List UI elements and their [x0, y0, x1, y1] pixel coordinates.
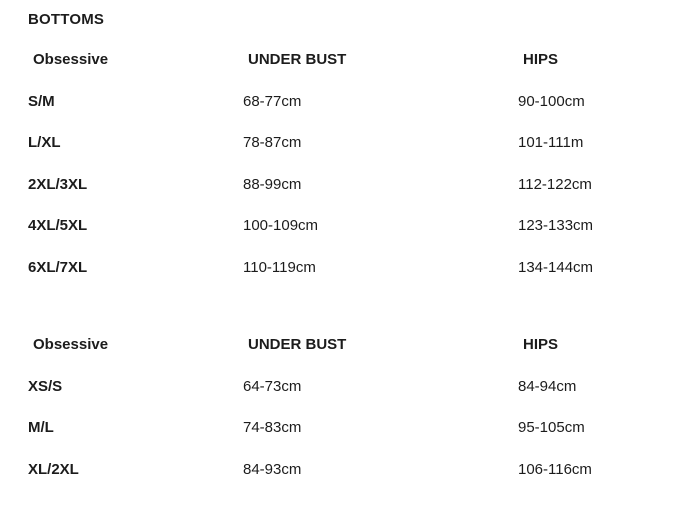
size-label: 2XL/3XL	[28, 175, 88, 193]
size-label: XS/S	[28, 377, 63, 395]
column-header-hips: HIPS	[523, 336, 559, 353]
under-bust-value: 110-119cm	[243, 258, 316, 276]
under-bust-value: 100-109cm	[243, 217, 319, 234]
column-header-under-bust: UNDER BUST	[248, 336, 347, 353]
size-label: M/L	[28, 419, 54, 436]
under-bust-value: 74-83cm	[243, 419, 302, 436]
hips-value: 134-144cm	[518, 258, 594, 276]
size-table-1	[28, 50, 653, 299]
column-header-brand: Obsessive	[33, 336, 109, 353]
column-header-under-bust: UNDER BUST	[248, 51, 347, 68]
size-table-2	[28, 335, 653, 501]
under-bust-value: 64-73cm	[243, 377, 302, 395]
size-label: 6XL/7XL	[28, 258, 88, 276]
under-bust-value: 88-99cm	[243, 175, 302, 193]
hips-value: 95-105cm	[518, 419, 585, 436]
hips-value: 106-116cm	[518, 460, 592, 478]
hips-value: 112-122cm	[518, 175, 592, 193]
under-bust-value: 68-77cm	[243, 92, 302, 110]
hips-value: 84-94cm	[518, 377, 577, 395]
size-label: XL/2XL	[28, 460, 79, 478]
hips-value: 123-133cm	[518, 217, 594, 234]
hips-value: 90-100cm	[518, 92, 585, 110]
hips-value: 101-111m	[518, 134, 584, 151]
section-title-bottoms: BOTTOMS	[28, 11, 105, 28]
column-header-brand: Obsessive	[33, 51, 109, 68]
under-bust-value: 78-87cm	[243, 134, 302, 151]
column-header-hips: HIPS	[523, 51, 559, 68]
size-label: S/M	[28, 92, 55, 110]
under-bust-value: 84-93cm	[243, 460, 302, 478]
size-label: L/XL	[28, 134, 61, 151]
size-label: 4XL/5XL	[28, 217, 88, 234]
